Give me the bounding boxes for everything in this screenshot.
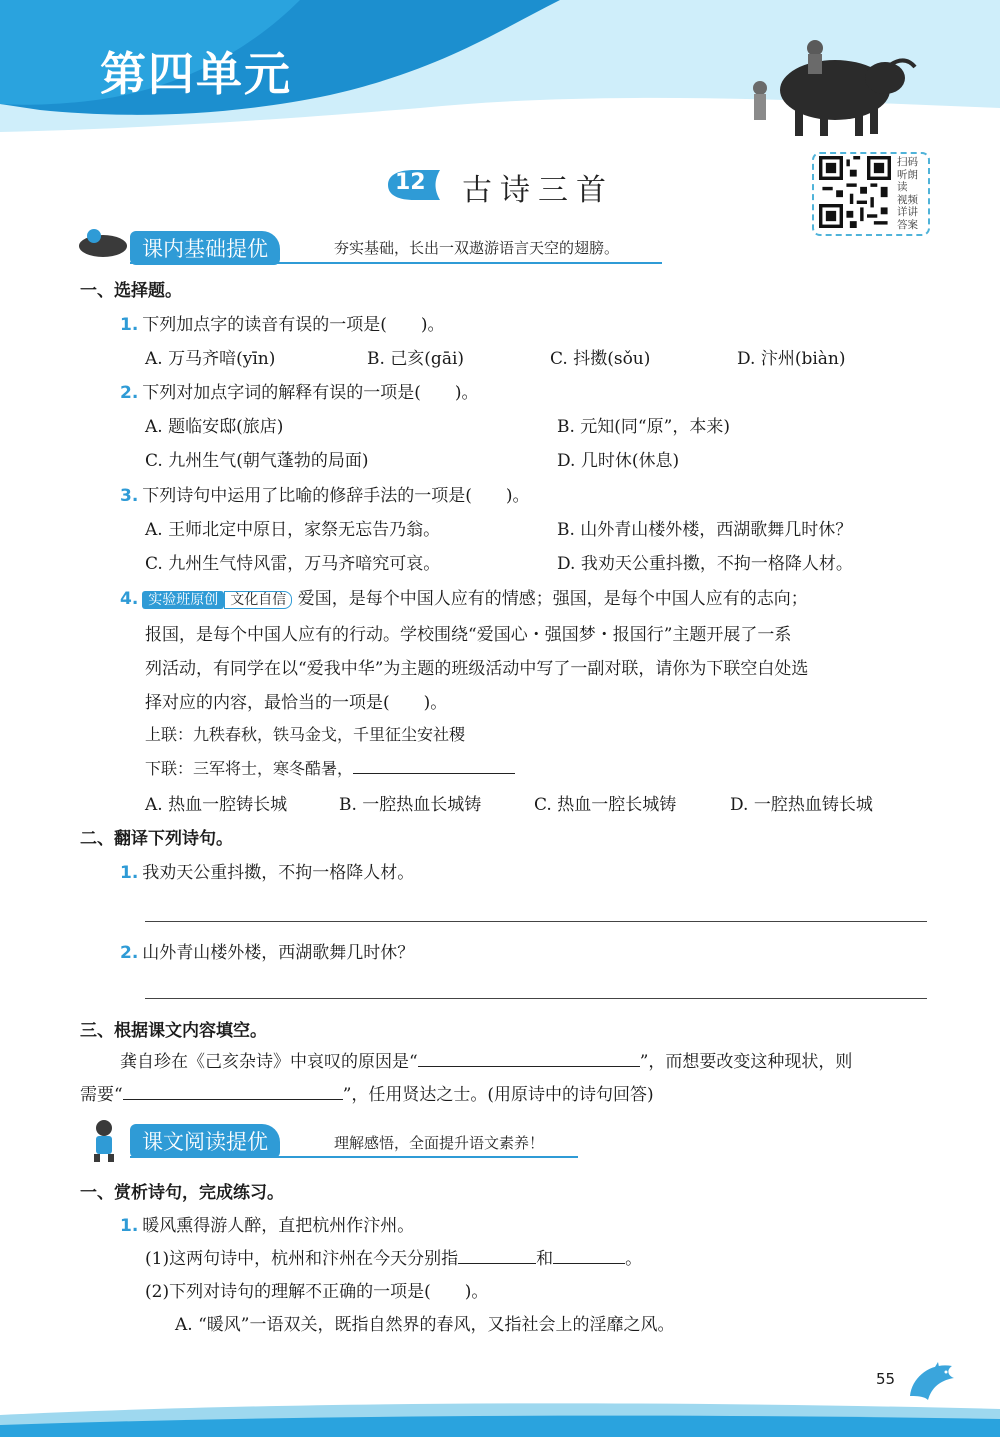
q4-upper-couplet: 上联：九秩春秋，铁马金戈，千里征尘安社稷 [145,725,466,744]
q1-stem [120,310,445,335]
p3-line1 [120,1047,852,1072]
qr-code-icon[interactable] [818,156,892,228]
p4-q1-option-a[interactable]: A. “暖风”一语双关，既指自然界的春风，又指社会上的淫靡之风。 [175,1315,675,1335]
p3-text-1a: 龚自珍在《己亥杂诗》中哀叹的原因是“ [120,1052,418,1072]
q1-option-a[interactable]: A. 万马齐喑(yīn) [145,349,276,369]
p4-q1-sub2: (2)下列对诗句的理解不正确的一项是( )。 [145,1282,489,1302]
q2-option-c[interactable]: C. 九州生气(朝气蓬勃的局面) [145,451,369,471]
p4-sub1-text-b: 和 [536,1249,554,1269]
section-reading-label: 课文阅读提优 [130,1124,280,1158]
p2-q2 [120,938,414,963]
p2-q1-answer-line[interactable] [145,921,927,922]
p3-text-2b: ”，任用贤达之士。(用原诗中的诗句回答) [342,1085,654,1105]
lesson-number: 12 [395,170,426,195]
mascot-icon [76,224,130,260]
q4-tag-original: 实验班原创 [142,591,224,609]
q4-text-2: 报国，是每个中国人应有的行动。学校围绕“爱国心・强国梦・报国行”主题开展了一系 [145,625,792,645]
part2-heading: 二、翻译下列诗句。 [80,829,233,849]
q1-option-c[interactable]: C. 抖擞(sǒu) [550,349,651,369]
p3-text-2a: 需要“ [80,1085,123,1105]
p3-blank-1[interactable] [418,1050,640,1067]
q4-tag-culture: 文化自信 [224,591,292,609]
q2-option-b[interactable]: B. 元知(同“原”，本来) [557,417,730,437]
p2-q1-number: 1. [120,863,139,883]
q4-option-c[interactable]: C. 热血一腔长城铸 [534,795,677,815]
dolphin-icon [902,1356,964,1412]
p4-q1-sub1 [145,1244,642,1269]
p4-sub1-blank-2[interactable] [553,1247,625,1264]
q2-option-d[interactable]: D. 几时休(休息) [557,451,680,471]
p4-sub1-text-c: 。 [625,1249,643,1269]
q1-option-b[interactable]: B. 己亥(gāi) [367,349,465,369]
q4-lower-couplet [145,756,515,779]
p3-blank-2[interactable] [123,1083,343,1100]
p2-q1-text: 我劝天公重抖擞，不拘一格降人材。 [142,863,415,883]
q4-text-4: 择对应的内容，最恰当的一项是( )。 [145,693,448,713]
q2-stem [120,378,479,403]
q4-line1 [120,584,808,609]
q2-text: 下列对加点字词的解释有误的一项是( )。 [142,383,479,403]
footer-wave [0,1395,1000,1437]
q1-text: 下列加点字的读音有误的一项是( )。 [142,315,445,335]
q4-number: 4. [120,589,139,609]
section-basic-underline [130,262,662,264]
p2-q1 [120,858,414,883]
q3-option-b[interactable]: B. 山外青山楼外楼，西湖歌舞几时休？ [557,520,853,540]
q4-option-a[interactable]: A. 热血一腔铸长城 [145,795,288,815]
q4-lower-text: 下联：三军将士，寒冬酷暑， [145,759,354,778]
p2-q2-number: 2. [120,943,139,963]
q1-option-d[interactable]: D. 汴州(biàn) [737,349,846,369]
p3-line2 [80,1080,654,1105]
lesson-title: 古诗三首 [462,173,614,208]
p4-q1-number: 1. [120,1216,139,1236]
part3-heading: 三、根据课文内容填空。 [80,1021,267,1041]
p4-sub1-text-a: (1)这两句诗中，杭州和汴州在今天分别指 [145,1249,459,1269]
q4-text-1: 爱国，是每个中国人应有的情感；强国，是每个中国人应有的志向； [297,589,808,609]
p2-q2-answer-line[interactable] [145,998,927,999]
q3-option-d[interactable]: D. 我劝天公重抖擞，不拘一格降人材。 [557,554,853,574]
part1-heading: 一、选择题。 [80,281,182,301]
q4-option-d[interactable]: D. 一腔热血铸长城 [730,795,873,815]
q2-number: 2. [120,383,139,403]
section-basic-label: 课内基础提优 [130,231,280,265]
p3-text-1b: ”，而想要改变这种现状，则 [639,1052,853,1072]
section-basic-subtitle: 夯实基础，长出一双遨游语言天空的翅膀。 [334,239,620,257]
q4-lower-blank[interactable] [353,757,515,774]
p4-q1 [120,1211,414,1236]
q1-number: 1. [120,315,139,335]
p4-sub1-blank-1[interactable] [458,1247,536,1264]
q4-text-3: 列活动，有同学在以“爱我中华”为主题的班级活动中写了一副对联，请你为下联空白处选 [145,659,809,679]
q3-text: 下列诗句中运用了比喻的修辞手法的一项是( )。 [142,486,530,506]
q3-option-c[interactable]: C. 九州生气恃风雷，万马齐喑究可哀。 [145,554,441,574]
p2-q2-text: 山外青山楼外楼，西湖歌舞几时休？ [142,943,415,963]
q2-option-a[interactable]: A. 题临安邸(旅店) [145,417,284,437]
q4-option-b[interactable]: B. 一腔热血长城铸 [339,795,482,815]
q3-stem [120,481,530,506]
p4-q1-text: 暖风熏得游人醉，直把杭州作汴州。 [142,1216,415,1236]
qr-caption: 扫码听朗读 视频详讲答案 [897,156,918,231]
mascot-reading-icon [84,1116,128,1164]
part4-heading: 一、赏析诗句，完成练习。 [80,1183,284,1203]
buffalo-illustration-icon [720,20,920,140]
q3-number: 3. [120,486,139,506]
unit-title: 第四单元 [100,47,292,101]
page-number: 55 [876,1370,896,1388]
q3-option-a[interactable]: A. 王师北定中原日，家祭无忘告乃翁。 [145,520,441,540]
section-reading-underline [130,1156,578,1158]
section-reading-subtitle: 理解感悟，全面提升语文素养！ [334,1134,545,1152]
